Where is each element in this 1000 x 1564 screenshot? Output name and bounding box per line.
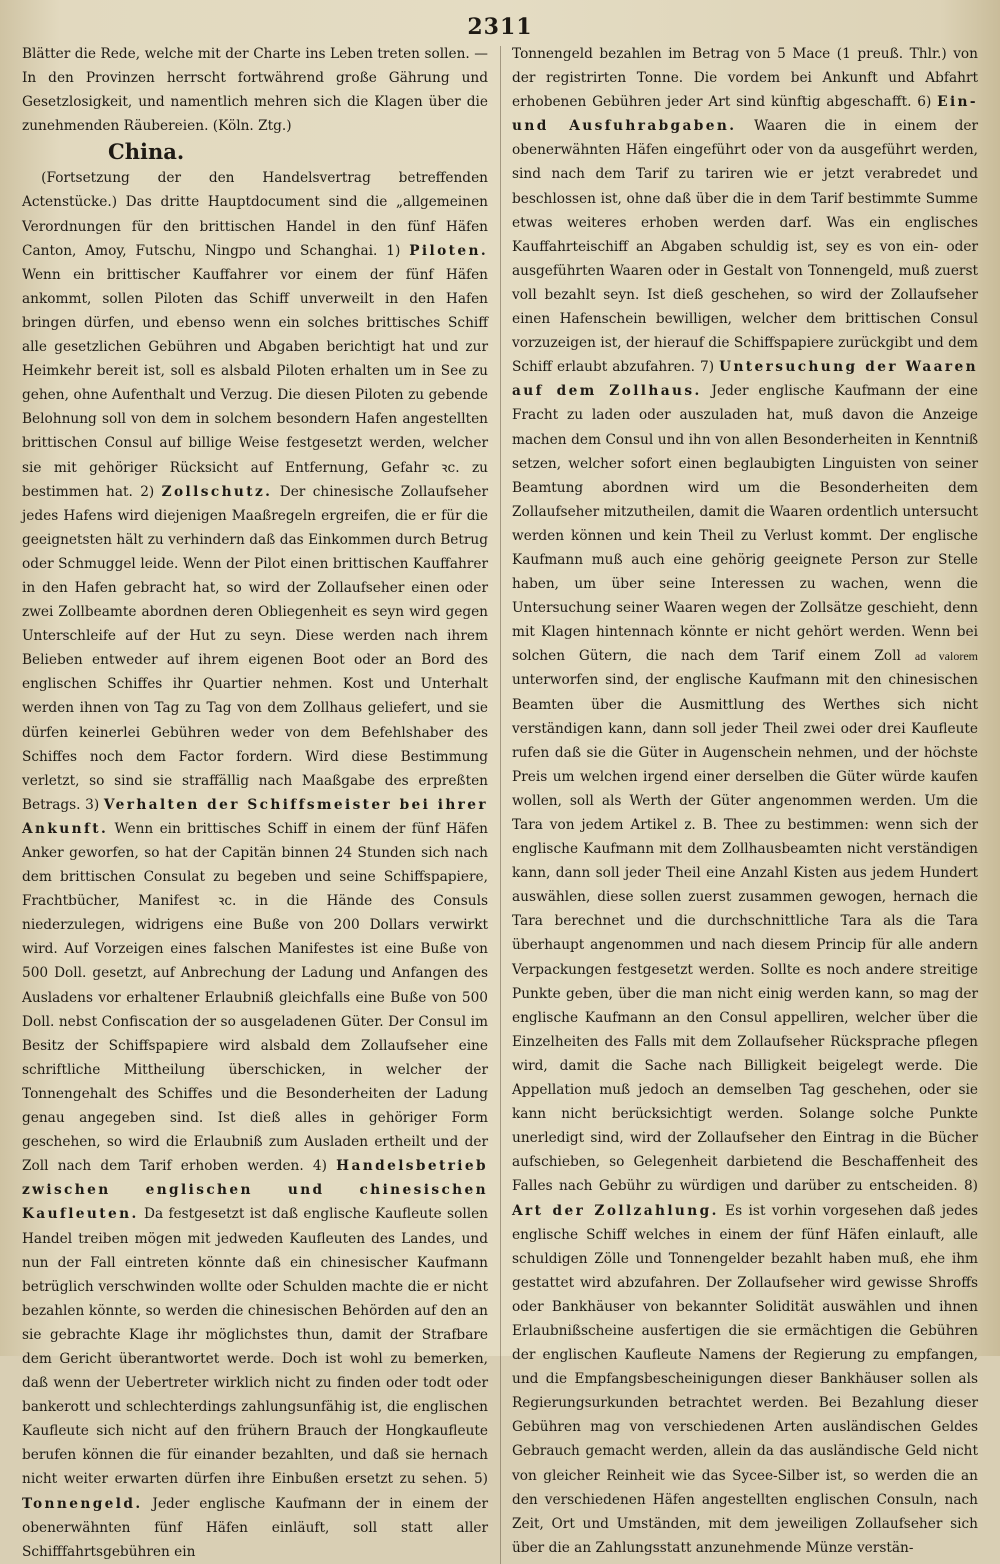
rule-heading-untersuchung: Untersuchung der Waaren auf dem Zollhaus. xyxy=(512,359,978,400)
text-run: Der chinesische Zollaufseher jedes Hafens wird diejenigen Maaßregeln ergreifen, die er für die geeignetsten hält zu verhindern daß das Einkommen durch Betrug oder Schmuggel leide. Wenn der Pilot einen brittischen Kauffahrer in den Hafen gebracht hat, so wird der Zollaufseher einen oder zwei Zollbeamte abordnen deren Obliegenheit es seyn wird gegen Unterschleife auf der Hut zu seyn. Diese werden nach ihrem Belieben entweder auf ihrem eigenen Boot oder an Bord des englischen Schiffes ihr Quartier nehmen. Kost und Unterhalt werden ihnen von Tag zu Tag von dem Zollhaus geliefert, und sie dürfen keinerlei Gebühren weder von dem Befehlshaber des Schiffes noch dem Factor fordern. Wird diese Bestimmung verletzt, so sind sie straffällig nach Maaßgabe des erpreßten Betrags. 3) xyxy=(22,483,488,813)
text-columns xyxy=(22,42,978,1564)
rule-heading-zollschutz: Zollschutz. xyxy=(161,483,273,500)
text-run: Tonnengeld bezahlen im Betrag von 5 Mace (1 preuß. Thlr.) von der registrirten Tonne. Die vordem bei Ankunft und Abfahrt erhobenen Gebühren jeder Art sind künftig abgeschafft. 6) xyxy=(512,46,978,111)
rule-heading-handelsbetrieb: Handelsbetrieb zwischen englischen und chinesischen Kaufleuten. xyxy=(22,1158,488,1223)
rule-heading-abgaben: Ein- und Ausfuhrabgaben. xyxy=(512,94,978,135)
latin-term: ad valorem xyxy=(914,649,978,664)
rule-heading-zollzahlung: Art der Zollzahlung. xyxy=(512,1202,719,1219)
text-run: Da festgesetzt ist daß englische Kaufleute sollen Handel treiben mögen mit jedweden Kaufleuten des Landes, und nun der Fall eintreten könnte daß ein chinesischer Kaufmann betrüglich verschwinden wollte oder Schulden machte die er nicht bezahlen könnte, so werden die chinesischen Behörden auf den an sie gebrachte Klage ihr möglichstes thun, damit der Strafbare dem Gericht überantwortet werde. Doch ist wohl zu bemerken, daß wenn der Uebertreter wirklich nicht zu finden oder todt oder bankerott und schlechterdings zahlungsunfähig ist, die englischen Kaufleute sich nicht auf den frühern Brauch der Hongkaufleute berufen können die für einander bezahlten, und daß sie hernach nicht weiter erwarten dürfen ihre Einbußen ersetzt zu sehen. 5) xyxy=(22,1206,488,1488)
text-run: Jeder englische Kaufmann der eine Fracht zu laden oder auszuladen hat, muß davon die Anzeige machen dem Consul und ihn von allen Besonderheiten in Kenntniß setzen, welcher sofort einen beglaubigten Linguisten von seiner Beamtung abordnen wird um die Besonderheiten dem Zollaufseher mitzutheilen, damit die Waaren ordentlich untersucht werden können und kein Theil zu Verlust kommt. Der englische Kaufmann muß auch eine gehörig geeignete Person zur Stelle haben, um über seine Interessen zu wachen, wenn die Untersuchung seiner Waaren wegen der Zollsätze geschieht, denn mit Klagen hintennach könnte er nicht gehört werden. Wenn bei solchen Gütern, die nach dem Tarif einem Zoll xyxy=(512,383,978,665)
china-article-paragraph xyxy=(22,166,488,1563)
text-run: Wenn ein brittisches Schiff in einem der fünf Häfen Anker geworfen, so hat der Capitän binnen 24 Stunden sich nach dem brittischen Consulat zu begeben und seine Schiffspapiere, Frachtbücher, Manifest ꝛc. in die Hände des Consuls niederzulegen, widrigens eine Buße von 200 Dollars verwirkt wird. Auf Vorzeigen eines falschen Manifestes ist eine Buße von 500 Doll. gesetzt, auf Anbrechung der Ladung und Anfangen des Ausladens vor erhaltener Erlaubniß gleichfalls eine Buße von 500 Doll. nebst Confiscation der so ausgeladenen Güter. Der Consul im Besitz der Schiffspapiere wird alsbald dem Zollaufseher eine schriftliche Mittheilung überschicken, in welcher der Tonnengehalt des Schiffes und die Besonderheiten der Ladung genau angegeben sind. Ist dieß alles in gehöriger Form geschehen, so wird die Erlaubniß zum Ausladen ertheilt und der Zoll nach dem Tarif erhoben werden. 4) xyxy=(22,820,488,1175)
rule-heading-tonnengeld: Tonnengeld. xyxy=(22,1495,143,1512)
left-column xyxy=(22,42,488,1564)
text-run: Waaren die in einem der obenerwähnten Häfen eingeführt oder von da ausgeführt werden, sind nach dem Tarif zu tariren wie er jetzt verabredet und beschlossen ist, ohne daß über die in dem Tarif bestimmte Summe etwas weiteres erhoben werden darf. Was ein englisches Kauffahrteischiff an Abgaben schuldig ist, sey es von ein- oder ausgeführten Waaren oder in Gestalt von Tonnengeld, muß zuerst voll bezahlt seyn. Ist dieß geschehen, so wird der Zollaufseher einen Hafenschein bewilligen, welcher dem brittischen Consul vorzuzeigen ist, der hierauf die Schiffspapiere zurückgibt und dem Schiff erlaubt abzufahren. 7) xyxy=(512,118,978,376)
article-end-paragraph: Blätter die Rede, welche mit der Charte ins Leben treten sollen. — In den Provinzen herrscht fortwährend große Gährung und Gesetzlosigkeit, und namentlich mehren sich die Klagen über die zunehmenden Räubereien. (Köln. Ztg.) xyxy=(22,46,488,135)
text-run: (Fortsetzung der den Handelsvertrag betreffenden Actenstücke.) Das dritte Hauptdocument sind die „allgemeinen Verordnungen für den brittischen Handel in den fünf Häfen Canton, Amoy, Futschu, Ningpo und Schanghai. 1) xyxy=(22,170,488,259)
text-run: Jeder englische Kaufmann der in einem der obenerwähnten fünf Häfen einläuft, soll statt aller Schifffahrtsgebühren ein xyxy=(22,1495,488,1560)
rule-heading-verhalten: Verhalten der Schiffsmeister bei ihrer Ankunft. xyxy=(22,796,488,837)
text-run: Es ist vorhin vorgesehen daß jedes englische Schiff welches in einem der fünf Häfen einlauft, alle schuldigen Zölle und Tonnengelder bezahlt haben muß, ehe ihm gestattet wird abzufahren. Der Zollaufseher wird gewisse Shroffs oder Bankhäuser von bekannter Solidität auswählen und ihnen Erlaubnißscheine ausfertigen die sie ermächtigen die Gebühren der englischen Kaufleute Namens der Regierung zu empfangen, und die Empfangsbescheinigungen dieser Bankhäuser sollen als Regierungsurkunden betrachtet werden. Bei Bezahlung dieser Gebühren mag von verschiedenen Arten ausländischen Geldes Gebrauch gemacht werden, allein da das ausländische Geld nicht von gleicher Reinheit wie das Sycee-Silber ist, so werden die an den verschiedenen Häfen angestellten englischen Consuln, nach Zeit, Ort und Umständen, mit dem jeweiligen Zollaufseher sich über die an Zahlungsstatt anzunehmende Münze verstän- xyxy=(512,1202,978,1556)
column-divider xyxy=(500,46,501,1564)
china-article-continuation xyxy=(512,42,978,1560)
section-heading-china: China. xyxy=(108,139,185,165)
text-run: Wenn ein brittischer Kauffahrer vor einem der fünf Häfen ankommt, sollen Piloten das Schiff unverweilt in den Hafen bringen dürfen, und ebenso wenn ein solches brittisches Schiff alle gesetzlichen Gebühren und Abgaben berichtigt hat und zur Heimkehr bereit ist, soll es alsbald Piloten erhalten um in See zu gehen, ohne Aufenthalt und Verzug. Die diesen Piloten zu gebende Belohnung soll von dem in solchem besondern Hafen angestellten brittischen Consul auf billige Weise festgesetzt werden, welcher sie mit gehöriger Rücksicht auf Entfernung, Gefahr ꝛc. zu bestimmen hat. 2) xyxy=(22,266,488,500)
rule-heading-piloten: Piloten. xyxy=(409,242,488,259)
page-number: 2311 xyxy=(467,14,533,40)
text-run: unterworfen sind, der englische Kaufmann mit den chinesischen Beamten über die Ausmittlung des Werthes sich nicht verständigen kann, dann soll jeder Theil zwei oder drei Kaufleute rufen daß sie die Güter in Augenschein nehmen, und der höchste Preis um welchen irgend einer derselben die Güter würde kaufen wollen, soll als Werth der Güter angenommen werden. Um die Tara von jedem Artikel z. B. Thee zu bestimmen: wenn sich der englische Kaufmann mit dem Zollhausbeamten nicht verständigen kann, dann soll jeder Theil eine Anzahl Kisten aus jedem Hundert auswählen, diese sollen zuerst zusammen gewogen, hernach die Tara berechnet und die durchschnittliche Tara als die Tara überhaupt angenommen und nach diesem Princip für alle andern Verpackungen festgesetzt werden. Sollte es noch andere streitige Punkte geben, über die man nicht einig werden kann, so mag der englische Kaufmann an den Consul appelliren, welcher über die Einzelheiten des Falls mit dem Zollaufseher Rücksprache pflegen wird, damit die Sache nach Billigkeit beigelegt werde. Die Appellation muß jedoch an demselben Tag geschehen, oder sie kann nicht berücksichtigt werden. Solange solche Punkte unerledigt sind, wird der Zollaufseher den Eintrag in die Bücher aufschieben, so Gelegenheit darbietend die Beschaffenheit des Falles nach Gebühr zu würdigen und darüber zu entscheiden. 8) xyxy=(512,672,978,1195)
right-column xyxy=(512,42,978,1564)
